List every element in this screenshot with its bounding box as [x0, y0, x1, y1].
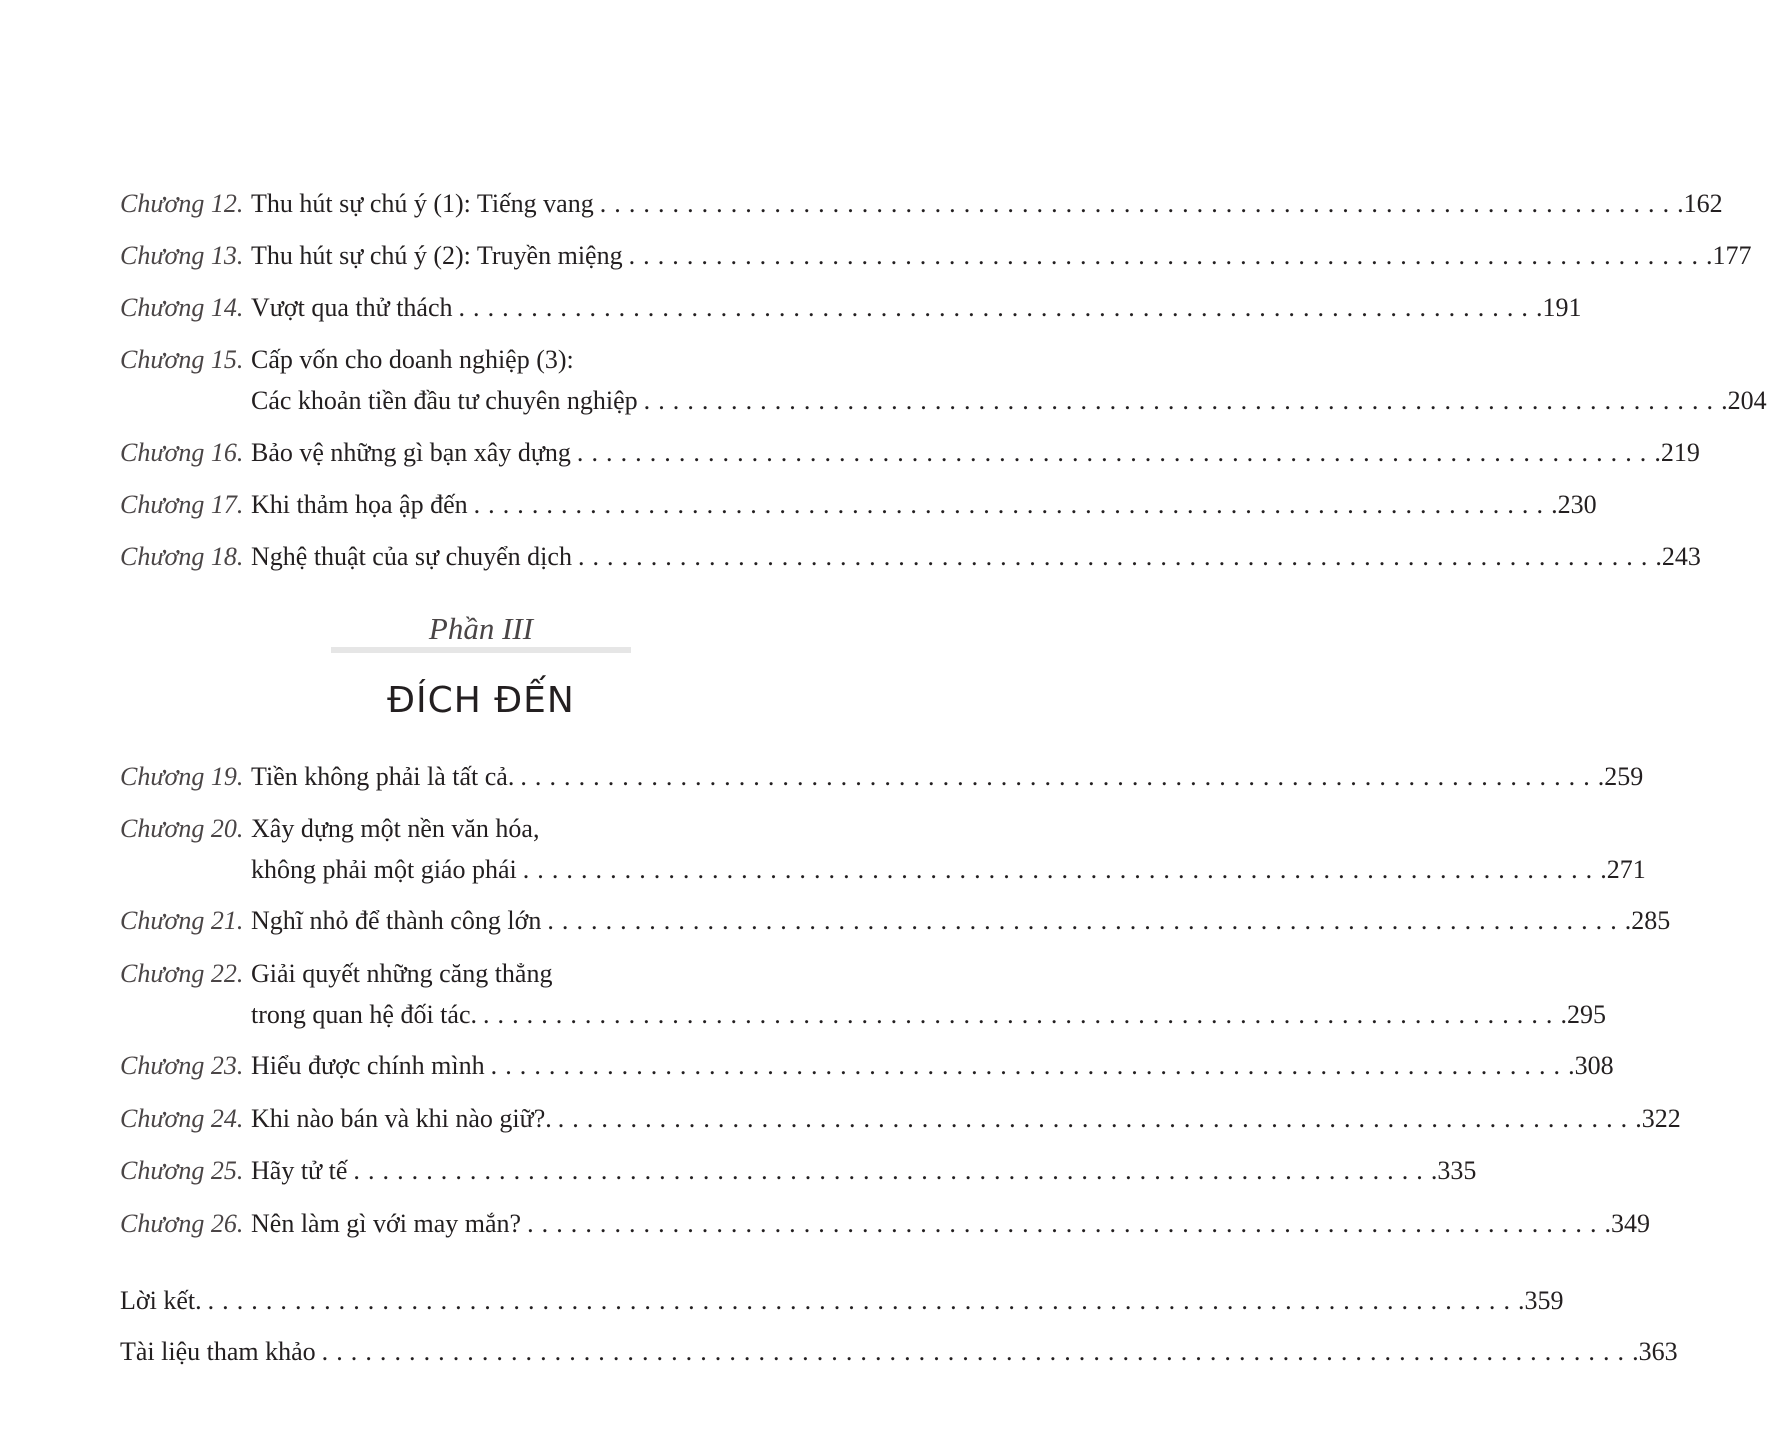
toc-entry-chapter-19[interactable] [0, 757, 1644, 797]
toc-entry-references[interactable] [0, 1332, 1678, 1372]
page-number: .219 [1654, 438, 1700, 467]
page-number: .359 [1518, 1286, 1564, 1315]
dot-leader: .......................................................................................... [207, 1286, 1519, 1315]
chapter-label: Chương 13. [120, 241, 244, 270]
chapter-label: Chương 15. [120, 345, 244, 374]
dot-leader: .......................................................................... [483, 1000, 1561, 1029]
entry-title: Lời kết. [120, 1286, 202, 1315]
toc-line [251, 381, 1767, 421]
toc-line [251, 757, 1644, 797]
chapter-title: Thu hút sự chú ý (1): Tiếng vang [251, 189, 594, 218]
chapter-label: Chương 16. [120, 438, 244, 467]
dot-leader: .......................................................................... [599, 189, 1678, 218]
chapter-title-line-1: Giải quyết những căng thẳng [251, 959, 553, 988]
chapter-label: Chương 22. [120, 959, 244, 988]
chapter-title: Bảo vệ những gì bạn xây dựng [251, 438, 571, 467]
chapter-label: Chương 19. [120, 762, 244, 791]
page-number: .243 [1655, 542, 1701, 571]
toc-line [251, 184, 1723, 224]
page-number: .259 [1597, 762, 1644, 791]
dot-leader: .......................................................................... [628, 241, 1707, 270]
dot-leader: .......................................................................... [527, 1209, 1605, 1238]
page-number: .363 [1632, 1337, 1678, 1366]
toc-line [251, 1046, 1614, 1086]
chapter-label: Chương 18. [120, 542, 244, 571]
chapter-title: Nên làm gì với may mắn? [251, 1209, 522, 1238]
page-number: .162 [1677, 189, 1723, 218]
toc-entry-chapter-23[interactable] [0, 1046, 1614, 1086]
dot-leader: .......................................................................... [577, 542, 1656, 571]
page-number: .349 [1604, 1209, 1651, 1238]
part-label: Phần III [428, 611, 534, 646]
toc-entry-chapter-17[interactable] [0, 485, 1597, 525]
chapter-label: Chương 14. [120, 293, 244, 322]
dot-leader: .......................................................................... [557, 1104, 1636, 1133]
dot-leader: .......................................................................... [458, 293, 1536, 322]
dot-leader: .......................................................................... [520, 762, 1598, 791]
chapter-title: Các khoản tiền đầu tư chuyên nghiệp [251, 386, 638, 415]
chapter-title: trong quan hệ đối tác. [251, 1000, 477, 1029]
toc-line [251, 1099, 1681, 1139]
toc-entry-chapter-26[interactable] [0, 1204, 1651, 1244]
toc-entry-epilogue[interactable] [0, 1281, 1564, 1321]
toc-entry-chapter-21[interactable] [0, 901, 1671, 941]
toc-entry-chapter-18[interactable] [0, 537, 1701, 577]
page-number: .322 [1635, 1104, 1681, 1133]
part-title: ĐÍCH ĐẾN [387, 680, 575, 721]
chapter-title: Tiền không phải là tất cả. [251, 762, 515, 791]
chapter-title: Nghĩ nhỏ để thành công lớn [251, 906, 542, 935]
dot-leader: .......................................................................... [353, 1156, 1431, 1185]
page-number: .204 [1721, 386, 1767, 415]
toc-entry-chapter-15[interactable] [0, 340, 1767, 420]
page-number: .285 [1624, 906, 1671, 935]
toc-line [251, 537, 1701, 577]
toc-line [251, 433, 1700, 473]
toc-line [251, 485, 1597, 525]
toc-entry-chapter-12[interactable] [0, 184, 1723, 224]
chapter-label: Chương 21. [120, 906, 244, 935]
chapter-title: Thu hút sự chú ý (2): Truyền miệng [251, 241, 623, 270]
page-number: .230 [1551, 490, 1597, 519]
chapter-title: Vượt qua thử thách [251, 293, 453, 322]
chapter-title: Hiểu được chính mình [251, 1051, 485, 1080]
chapter-title: Khi nào bán và khi nào giữ?. [251, 1104, 552, 1133]
dot-leader: .......................................................................... [547, 906, 1625, 935]
chapter-title-line-1: Xây dựng một nền văn hóa, [251, 814, 540, 843]
toc-line [120, 1332, 1678, 1372]
chapter-label: Chương 24. [120, 1104, 244, 1133]
page-number: .177 [1706, 241, 1752, 270]
dot-leader: .......................................................................................... [321, 1337, 1633, 1366]
chapter-label: Chương 23. [120, 1051, 244, 1080]
chapter-label: Chương 25. [120, 1156, 244, 1185]
toc-entry-chapter-13[interactable] [0, 236, 1752, 276]
entry-title: Tài liệu tham khảo [120, 1337, 316, 1366]
chapter-label: Chương 12. [120, 189, 244, 218]
toc-entry-chapter-16[interactable] [0, 433, 1700, 473]
toc-line [251, 995, 1606, 1035]
toc-entry-chapter-25[interactable] [0, 1151, 1477, 1191]
page-number: .308 [1568, 1051, 1614, 1080]
dot-leader: .......................................................................... [643, 386, 1722, 415]
chapter-label: Chương 17. [120, 490, 244, 519]
chapter-title-line-1: Cấp vốn cho doanh nghiệp (3): [251, 345, 574, 374]
toc-entry-chapter-24[interactable] [0, 1099, 1681, 1139]
chapter-title: không phải một giáo phái [251, 855, 517, 884]
chapter-title: Nghệ thuật của sự chuyển dịch [251, 542, 572, 571]
page-number: .295 [1560, 1000, 1606, 1029]
toc-entry-chapter-14[interactable] [0, 288, 1582, 328]
toc-line [251, 850, 1646, 890]
toc-line [251, 288, 1582, 328]
page-number: .191 [1535, 293, 1582, 322]
dot-leader: .......................................................................... [473, 490, 1552, 519]
toc-line [251, 236, 1752, 276]
dot-leader: .......................................................................... [490, 1051, 1569, 1080]
chapter-title: Hãy tử tế [251, 1156, 348, 1185]
page-number: .271 [1600, 855, 1646, 884]
dot-leader: .......................................................................... [576, 438, 1655, 467]
chapter-label: Chương 26. [120, 1209, 244, 1238]
toc-line [251, 901, 1671, 941]
toc-line [251, 1151, 1477, 1191]
toc-entry-chapter-22[interactable] [0, 954, 1606, 1034]
part-divider [331, 647, 631, 653]
dot-leader: .......................................................................... [522, 855, 1601, 884]
toc-line [120, 1281, 1564, 1321]
chapter-label: Chương 20. [120, 814, 244, 843]
page-number: .335 [1430, 1156, 1477, 1185]
toc-line [251, 1204, 1651, 1244]
toc-entry-chapter-20[interactable] [0, 809, 1646, 889]
chapter-title: Khi thảm họa ập đến [251, 490, 468, 519]
